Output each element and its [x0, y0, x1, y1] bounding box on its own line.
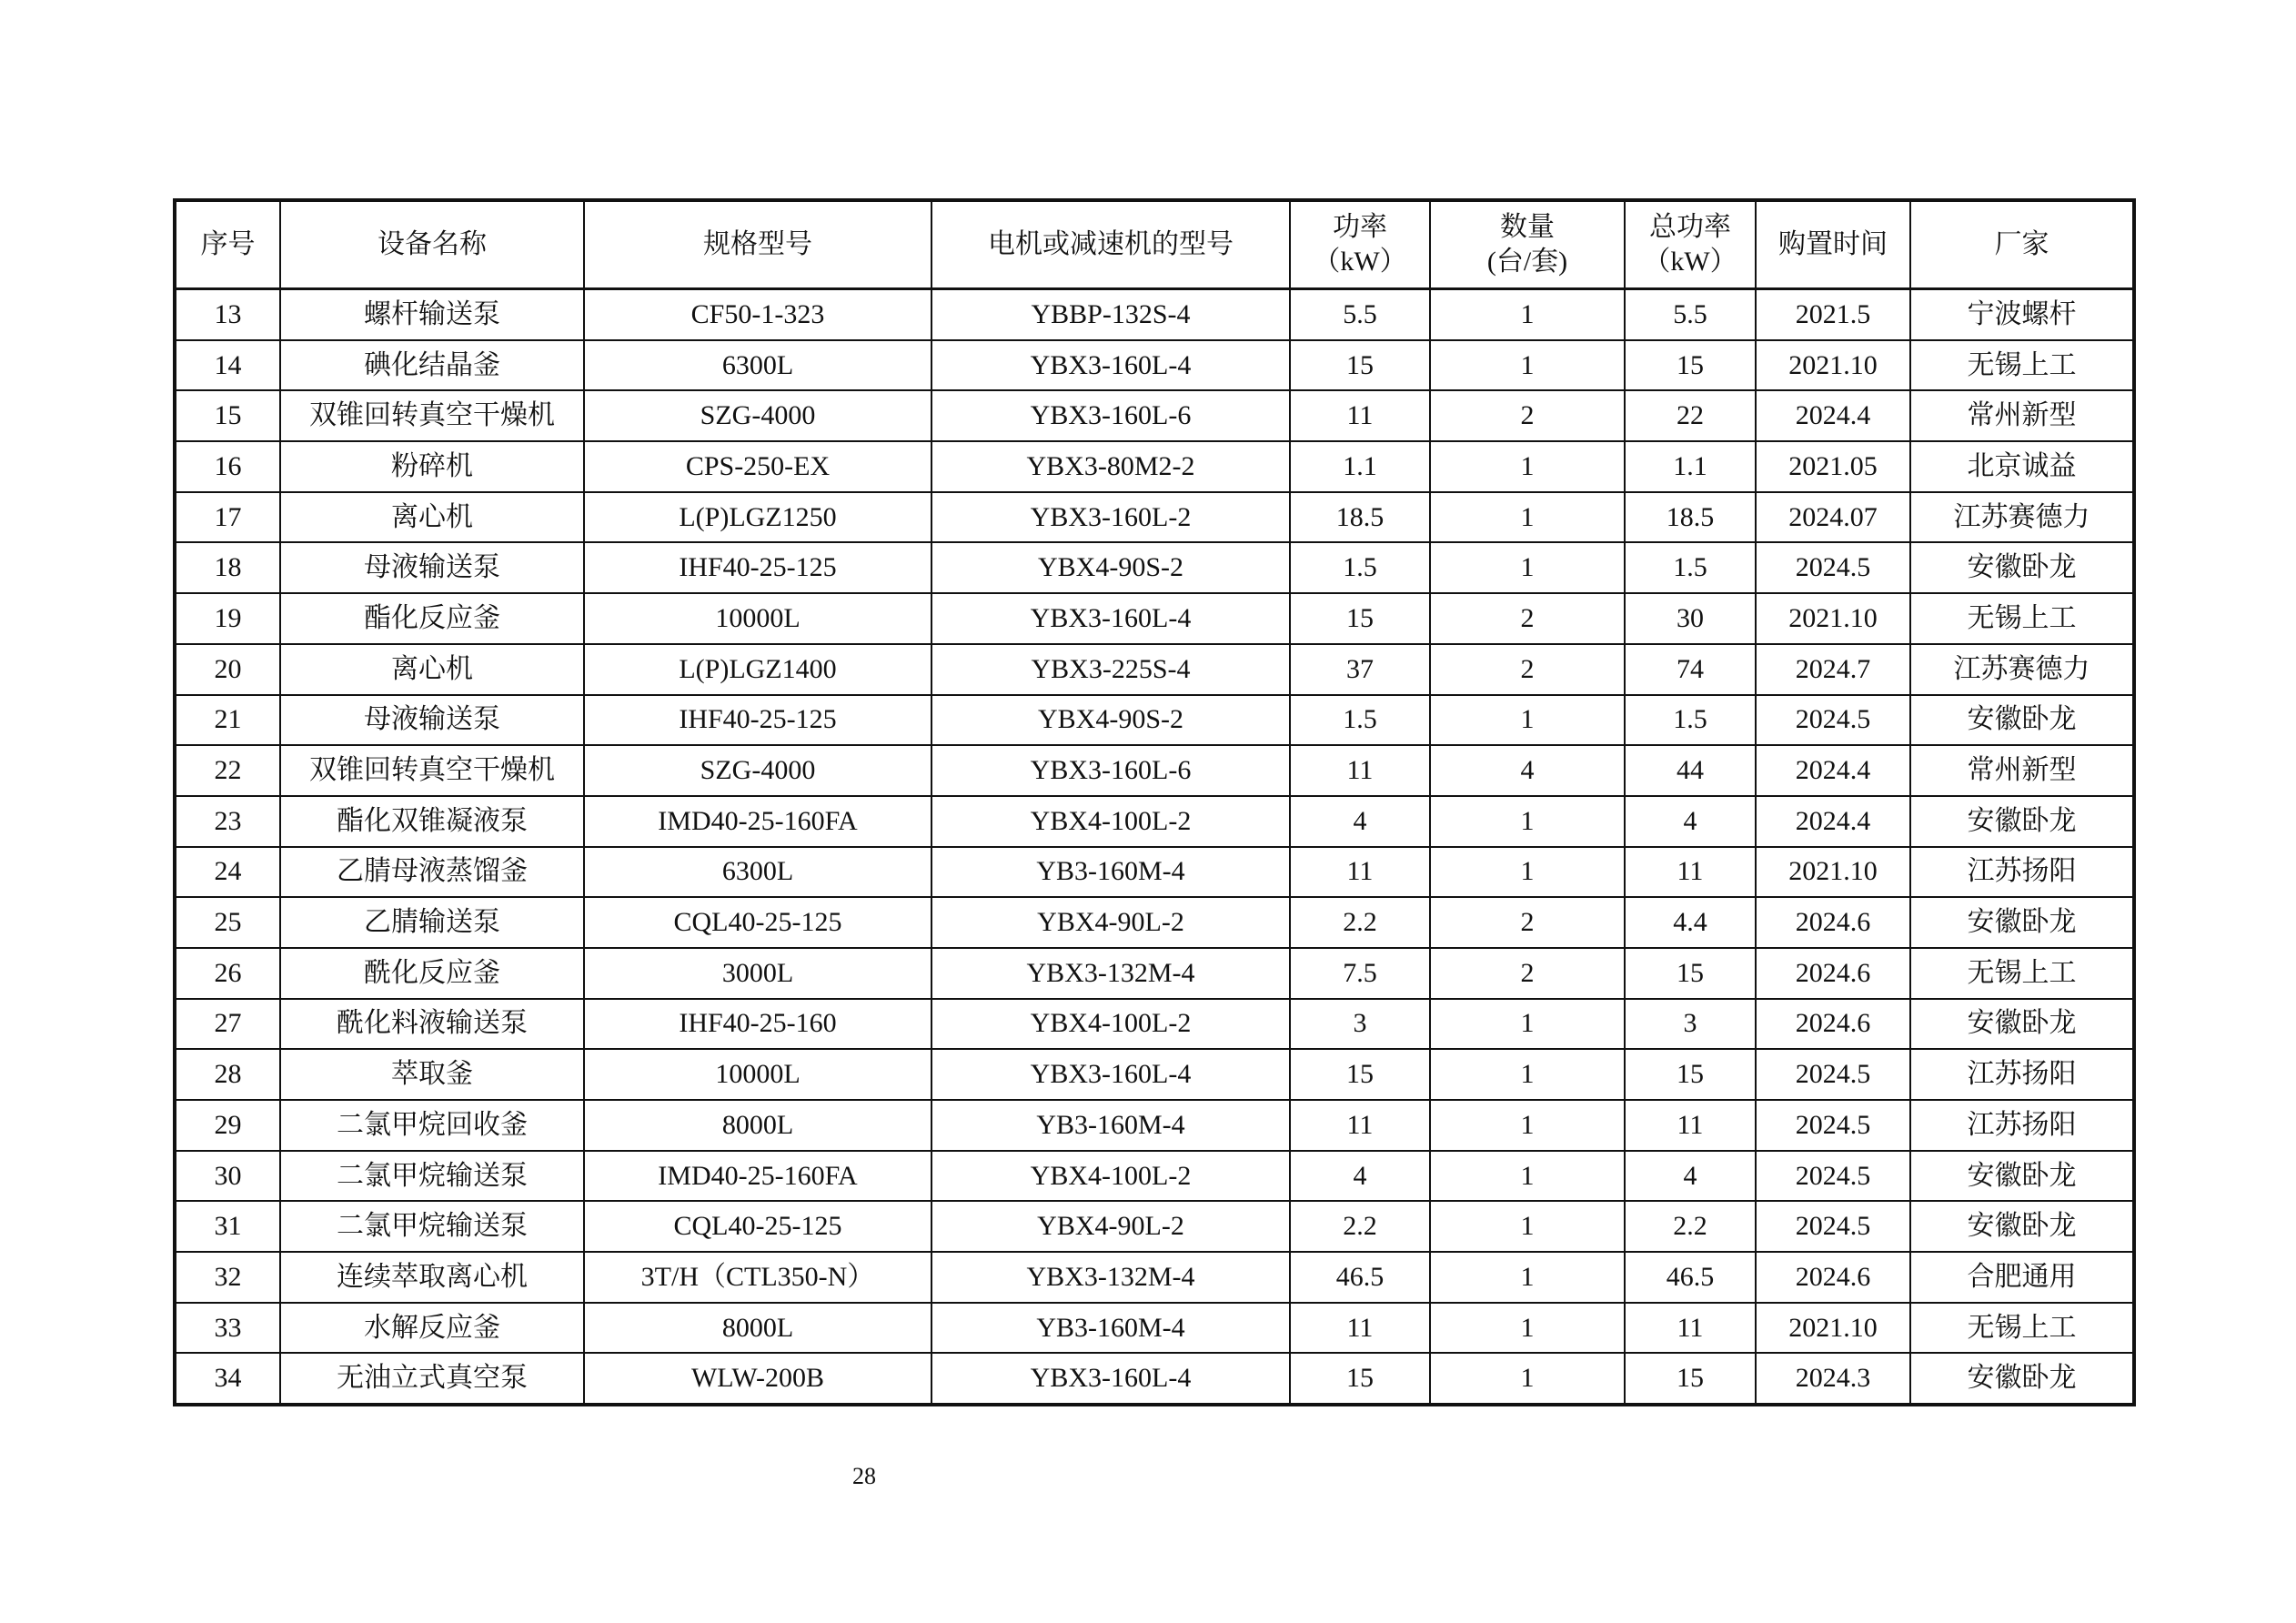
table-row — [175, 390, 2134, 441]
cell-purchase-date: 2021.05 — [1756, 441, 1910, 492]
cell-equipment-name: 母液输送泵 — [280, 542, 584, 593]
header-total-power-unit: （kW） — [1643, 247, 1737, 277]
cell-seq: 19 — [175, 593, 280, 644]
table-row — [175, 441, 2134, 492]
cell-total-power: 4.4 — [1625, 897, 1756, 948]
table-row — [175, 644, 2134, 695]
cell-seq: 24 — [175, 847, 280, 898]
cell-motor-model: YBX3-160L-6 — [931, 390, 1290, 441]
cell-total-power: 11 — [1625, 847, 1756, 898]
cell-equipment-name: 二氯甲烷回收釜 — [280, 1100, 584, 1151]
cell-motor-model: YBX3-225S-4 — [931, 644, 1290, 695]
cell-quantity: 1 — [1430, 1201, 1625, 1252]
cell-seq: 21 — [175, 695, 280, 746]
cell-power: 15 — [1290, 1049, 1430, 1100]
cell-purchase-date: 2021.5 — [1756, 289, 1910, 340]
cell-quantity: 1 — [1430, 441, 1625, 492]
header-manufacturer: 厂家 — [1910, 200, 2134, 289]
cell-equipment-name: 双锥回转真空干燥机 — [280, 745, 584, 796]
cell-spec-model: CQL40-25-125 — [584, 897, 931, 948]
cell-motor-model: YBX3-160L-4 — [931, 1049, 1290, 1100]
page-number: 28 — [852, 1463, 876, 1489]
cell-purchase-date: 2024.5 — [1756, 695, 1910, 746]
cell-power: 7.5 — [1290, 948, 1430, 999]
cell-equipment-name: 碘化结晶釜 — [280, 340, 584, 391]
equipment-table — [173, 198, 2136, 1406]
cell-seq: 29 — [175, 1100, 280, 1151]
cell-total-power: 2.2 — [1625, 1201, 1756, 1252]
cell-motor-model: YBX3-160L-4 — [931, 1353, 1290, 1405]
cell-manufacturer: 安徽卧龙 — [1910, 796, 2134, 847]
cell-motor-model: YBX4-90L-2 — [931, 1201, 1290, 1252]
cell-seq: 25 — [175, 897, 280, 948]
cell-power: 15 — [1290, 593, 1430, 644]
cell-power: 1.1 — [1290, 441, 1430, 492]
cell-manufacturer: 无锡上工 — [1910, 340, 2134, 391]
table-row — [175, 1151, 2134, 1202]
cell-power: 15 — [1290, 340, 1430, 391]
cell-manufacturer: 安徽卧龙 — [1910, 695, 2134, 746]
cell-manufacturer: 安徽卧龙 — [1910, 1201, 2134, 1252]
cell-manufacturer: 江苏扬阳 — [1910, 1100, 2134, 1151]
cell-purchase-date: 2024.5 — [1756, 542, 1910, 593]
cell-power: 15 — [1290, 1353, 1430, 1405]
cell-purchase-date: 2024.7 — [1756, 644, 1910, 695]
cell-quantity: 2 — [1430, 948, 1625, 999]
cell-equipment-name: 乙腈输送泵 — [280, 897, 584, 948]
cell-purchase-date: 2024.6 — [1756, 897, 1910, 948]
cell-purchase-date: 2021.10 — [1756, 1303, 1910, 1354]
cell-total-power: 4 — [1625, 1151, 1756, 1202]
cell-power: 1.5 — [1290, 542, 1430, 593]
cell-purchase-date: 2024.3 — [1756, 1353, 1910, 1405]
cell-power: 5.5 — [1290, 289, 1430, 340]
cell-motor-model: YB3-160M-4 — [931, 1303, 1290, 1354]
cell-motor-model: YBBP-132S-4 — [931, 289, 1290, 340]
cell-quantity: 2 — [1430, 593, 1625, 644]
cell-quantity: 1 — [1430, 796, 1625, 847]
header-equipment-name: 设备名称 — [280, 200, 584, 289]
cell-manufacturer: 无锡上工 — [1910, 593, 2134, 644]
cell-seq: 16 — [175, 441, 280, 492]
cell-manufacturer: 常州新型 — [1910, 390, 2134, 441]
cell-purchase-date: 2024.6 — [1756, 948, 1910, 999]
cell-spec-model: WLW-200B — [584, 1353, 931, 1405]
cell-quantity: 1 — [1430, 340, 1625, 391]
header-purchase-date: 购置时间 — [1756, 200, 1910, 289]
cell-total-power: 74 — [1625, 644, 1756, 695]
header-motor-model: 电机或减速机的型号 — [931, 200, 1290, 289]
cell-purchase-date: 2024.4 — [1756, 796, 1910, 847]
cell-quantity: 1 — [1430, 492, 1625, 543]
cell-total-power: 11 — [1625, 1100, 1756, 1151]
cell-equipment-name: 萃取釜 — [280, 1049, 584, 1100]
cell-power: 2.2 — [1290, 897, 1430, 948]
cell-seq: 27 — [175, 999, 280, 1050]
cell-motor-model: YBX4-90S-2 — [931, 542, 1290, 593]
cell-equipment-name: 酯化双锥凝液泵 — [280, 796, 584, 847]
cell-equipment-name: 二氯甲烷输送泵 — [280, 1201, 584, 1252]
cell-seq: 14 — [175, 340, 280, 391]
cell-spec-model: IHF40-25-125 — [584, 695, 931, 746]
cell-equipment-name: 离心机 — [280, 644, 584, 695]
header-row — [175, 200, 2134, 289]
cell-spec-model: 8000L — [584, 1303, 931, 1354]
table-row — [175, 695, 2134, 746]
cell-purchase-date: 2024.5 — [1756, 1049, 1910, 1100]
cell-spec-model: 8000L — [584, 1100, 931, 1151]
cell-seq: 33 — [175, 1303, 280, 1354]
cell-purchase-date: 2021.10 — [1756, 593, 1910, 644]
cell-purchase-date: 2024.6 — [1756, 999, 1910, 1050]
cell-quantity: 2 — [1430, 644, 1625, 695]
cell-motor-model: YB3-160M-4 — [931, 1100, 1290, 1151]
cell-motor-model: YBX4-100L-2 — [931, 1151, 1290, 1202]
cell-spec-model: 10000L — [584, 1049, 931, 1100]
cell-purchase-date: 2021.10 — [1756, 340, 1910, 391]
cell-spec-model: IMD40-25-160FA — [584, 1151, 931, 1202]
cell-manufacturer: 宁波螺杆 — [1910, 289, 2134, 340]
cell-purchase-date: 2024.5 — [1756, 1201, 1910, 1252]
cell-seq: 23 — [175, 796, 280, 847]
cell-quantity: 4 — [1430, 745, 1625, 796]
cell-motor-model: YBX3-80M2-2 — [931, 441, 1290, 492]
cell-spec-model: 3T/H（CTL350-N） — [584, 1252, 931, 1303]
table-body — [175, 289, 2134, 1406]
cell-seq: 18 — [175, 542, 280, 593]
cell-manufacturer: 江苏扬阳 — [1910, 847, 2134, 898]
header-power — [1290, 200, 1430, 289]
table-row — [175, 1100, 2134, 1151]
cell-purchase-date: 2024.07 — [1756, 492, 1910, 543]
table-row — [175, 1252, 2134, 1303]
table-row — [175, 593, 2134, 644]
table-row — [175, 897, 2134, 948]
cell-seq: 32 — [175, 1252, 280, 1303]
cell-spec-model: 6300L — [584, 847, 931, 898]
cell-spec-model: SZG-4000 — [584, 390, 931, 441]
cell-power: 11 — [1290, 745, 1430, 796]
cell-total-power: 30 — [1625, 593, 1756, 644]
cell-manufacturer: 安徽卧龙 — [1910, 897, 2134, 948]
cell-quantity: 1 — [1430, 847, 1625, 898]
header-quantity-label: 数量 — [1500, 212, 1555, 242]
table-row — [175, 1353, 2134, 1405]
cell-quantity: 1 — [1430, 542, 1625, 593]
cell-equipment-name: 无油立式真空泵 — [280, 1353, 584, 1405]
header-quantity — [1430, 200, 1625, 289]
cell-spec-model: CQL40-25-125 — [584, 1201, 931, 1252]
cell-spec-model: L(P)LGZ1250 — [584, 492, 931, 543]
cell-motor-model: YBX3-132M-4 — [931, 948, 1290, 999]
cell-motor-model: YBX4-100L-2 — [931, 999, 1290, 1050]
table-row — [175, 1303, 2134, 1354]
cell-manufacturer: 常州新型 — [1910, 745, 2134, 796]
cell-manufacturer: 江苏赛德力 — [1910, 492, 2134, 543]
table-row — [175, 847, 2134, 898]
cell-quantity: 1 — [1430, 1151, 1625, 1202]
cell-spec-model: 6300L — [584, 340, 931, 391]
cell-purchase-date: 2024.6 — [1756, 1252, 1910, 1303]
header-power-label: 功率 — [1333, 212, 1387, 242]
cell-total-power: 4 — [1625, 796, 1756, 847]
cell-power: 1.5 — [1290, 695, 1430, 746]
cell-total-power: 15 — [1625, 948, 1756, 999]
table-row — [175, 289, 2134, 340]
cell-spec-model: 10000L — [584, 593, 931, 644]
table-row — [175, 796, 2134, 847]
cell-motor-model: YBX3-160L-6 — [931, 745, 1290, 796]
cell-motor-model: YBX3-160L-2 — [931, 492, 1290, 543]
cell-quantity: 1 — [1430, 695, 1625, 746]
cell-power: 11 — [1290, 1100, 1430, 1151]
cell-quantity: 1 — [1430, 1049, 1625, 1100]
cell-equipment-name: 双锥回转真空干燥机 — [280, 390, 584, 441]
cell-total-power: 15 — [1625, 340, 1756, 391]
cell-purchase-date: 2024.4 — [1756, 390, 1910, 441]
cell-total-power: 1.5 — [1625, 695, 1756, 746]
cell-total-power: 3 — [1625, 999, 1756, 1050]
cell-equipment-name: 螺杆输送泵 — [280, 289, 584, 340]
cell-seq: 31 — [175, 1201, 280, 1252]
cell-quantity: 1 — [1430, 289, 1625, 340]
cell-equipment-name: 二氯甲烷输送泵 — [280, 1151, 584, 1202]
cell-total-power: 18.5 — [1625, 492, 1756, 543]
cell-spec-model: 3000L — [584, 948, 931, 999]
cell-equipment-name: 酰化料液输送泵 — [280, 999, 584, 1050]
cell-equipment-name: 连续萃取离心机 — [280, 1252, 584, 1303]
cell-total-power: 15 — [1625, 1353, 1756, 1405]
cell-total-power: 44 — [1625, 745, 1756, 796]
cell-manufacturer: 江苏扬阳 — [1910, 1049, 2134, 1100]
cell-power: 37 — [1290, 644, 1430, 695]
cell-spec-model: CPS-250-EX — [584, 441, 931, 492]
cell-purchase-date: 2021.10 — [1756, 847, 1910, 898]
cell-manufacturer: 安徽卧龙 — [1910, 999, 2134, 1050]
table-row — [175, 340, 2134, 391]
cell-total-power: 5.5 — [1625, 289, 1756, 340]
cell-total-power: 46.5 — [1625, 1252, 1756, 1303]
cell-manufacturer: 安徽卧龙 — [1910, 1353, 2134, 1405]
cell-equipment-name: 酯化反应釜 — [280, 593, 584, 644]
table-row — [175, 1049, 2134, 1100]
cell-power: 11 — [1290, 390, 1430, 441]
equipment-table-container — [173, 198, 2132, 1406]
cell-equipment-name: 母液输送泵 — [280, 695, 584, 746]
cell-manufacturer: 安徽卧龙 — [1910, 1151, 2134, 1202]
cell-total-power: 22 — [1625, 390, 1756, 441]
cell-seq: 20 — [175, 644, 280, 695]
table-header — [175, 200, 2134, 289]
cell-spec-model: IMD40-25-160FA — [584, 796, 931, 847]
table-row — [175, 745, 2134, 796]
table-row — [175, 1201, 2134, 1252]
cell-purchase-date: 2024.5 — [1756, 1100, 1910, 1151]
cell-quantity: 1 — [1430, 999, 1625, 1050]
cell-seq: 13 — [175, 289, 280, 340]
cell-power: 46.5 — [1290, 1252, 1430, 1303]
cell-power: 3 — [1290, 999, 1430, 1050]
cell-seq: 26 — [175, 948, 280, 999]
cell-quantity: 2 — [1430, 897, 1625, 948]
cell-power: 11 — [1290, 1303, 1430, 1354]
cell-quantity: 2 — [1430, 390, 1625, 441]
cell-motor-model: YBX4-90S-2 — [931, 695, 1290, 746]
cell-equipment-name: 粉碎机 — [280, 441, 584, 492]
cell-power: 11 — [1290, 847, 1430, 898]
cell-purchase-date: 2024.5 — [1756, 1151, 1910, 1202]
cell-power: 4 — [1290, 1151, 1430, 1202]
table-row — [175, 948, 2134, 999]
cell-seq: 28 — [175, 1049, 280, 1100]
cell-manufacturer: 北京诚益 — [1910, 441, 2134, 492]
cell-manufacturer: 无锡上工 — [1910, 1303, 2134, 1354]
table-row — [175, 492, 2134, 543]
cell-seq: 15 — [175, 390, 280, 441]
cell-quantity: 1 — [1430, 1303, 1625, 1354]
cell-power: 2.2 — [1290, 1201, 1430, 1252]
cell-motor-model: YBX3-160L-4 — [931, 593, 1290, 644]
header-spec-model: 规格型号 — [584, 200, 931, 289]
cell-quantity: 1 — [1430, 1100, 1625, 1151]
cell-seq: 22 — [175, 745, 280, 796]
table-row — [175, 542, 2134, 593]
cell-seq: 34 — [175, 1353, 280, 1405]
header-power-unit: （kW） — [1313, 247, 1407, 277]
cell-motor-model: YBX4-100L-2 — [931, 796, 1290, 847]
cell-spec-model: L(P)LGZ1400 — [584, 644, 931, 695]
cell-total-power: 11 — [1625, 1303, 1756, 1354]
header-quantity-unit: (台/套) — [1486, 247, 1568, 277]
cell-spec-model: IHF40-25-125 — [584, 542, 931, 593]
cell-total-power: 1.5 — [1625, 542, 1756, 593]
cell-manufacturer: 江苏赛德力 — [1910, 644, 2134, 695]
cell-total-power: 15 — [1625, 1049, 1756, 1100]
cell-equipment-name: 酰化反应釜 — [280, 948, 584, 999]
cell-power: 4 — [1290, 796, 1430, 847]
cell-equipment-name: 离心机 — [280, 492, 584, 543]
header-seq: 序号 — [175, 200, 280, 289]
cell-motor-model: YBX4-90L-2 — [931, 897, 1290, 948]
cell-spec-model: CF50-1-323 — [584, 289, 931, 340]
cell-seq: 17 — [175, 492, 280, 543]
header-total-power-label: 总功率 — [1649, 212, 1731, 242]
header-total-power — [1625, 200, 1756, 289]
cell-total-power: 1.1 — [1625, 441, 1756, 492]
cell-motor-model: YBX3-132M-4 — [931, 1252, 1290, 1303]
cell-equipment-name: 水解反应釜 — [280, 1303, 584, 1354]
cell-equipment-name: 乙腈母液蒸馏釜 — [280, 847, 584, 898]
cell-purchase-date: 2024.4 — [1756, 745, 1910, 796]
cell-seq: 30 — [175, 1151, 280, 1202]
cell-manufacturer: 无锡上工 — [1910, 948, 2134, 999]
cell-motor-model: YBX3-160L-4 — [931, 340, 1290, 391]
cell-spec-model: IHF40-25-160 — [584, 999, 931, 1050]
cell-spec-model: SZG-4000 — [584, 745, 931, 796]
cell-quantity: 1 — [1430, 1252, 1625, 1303]
cell-manufacturer: 合肥通用 — [1910, 1252, 2134, 1303]
cell-quantity: 1 — [1430, 1353, 1625, 1405]
cell-power: 18.5 — [1290, 492, 1430, 543]
table-row — [175, 999, 2134, 1050]
cell-motor-model: YB3-160M-4 — [931, 847, 1290, 898]
cell-manufacturer: 安徽卧龙 — [1910, 542, 2134, 593]
